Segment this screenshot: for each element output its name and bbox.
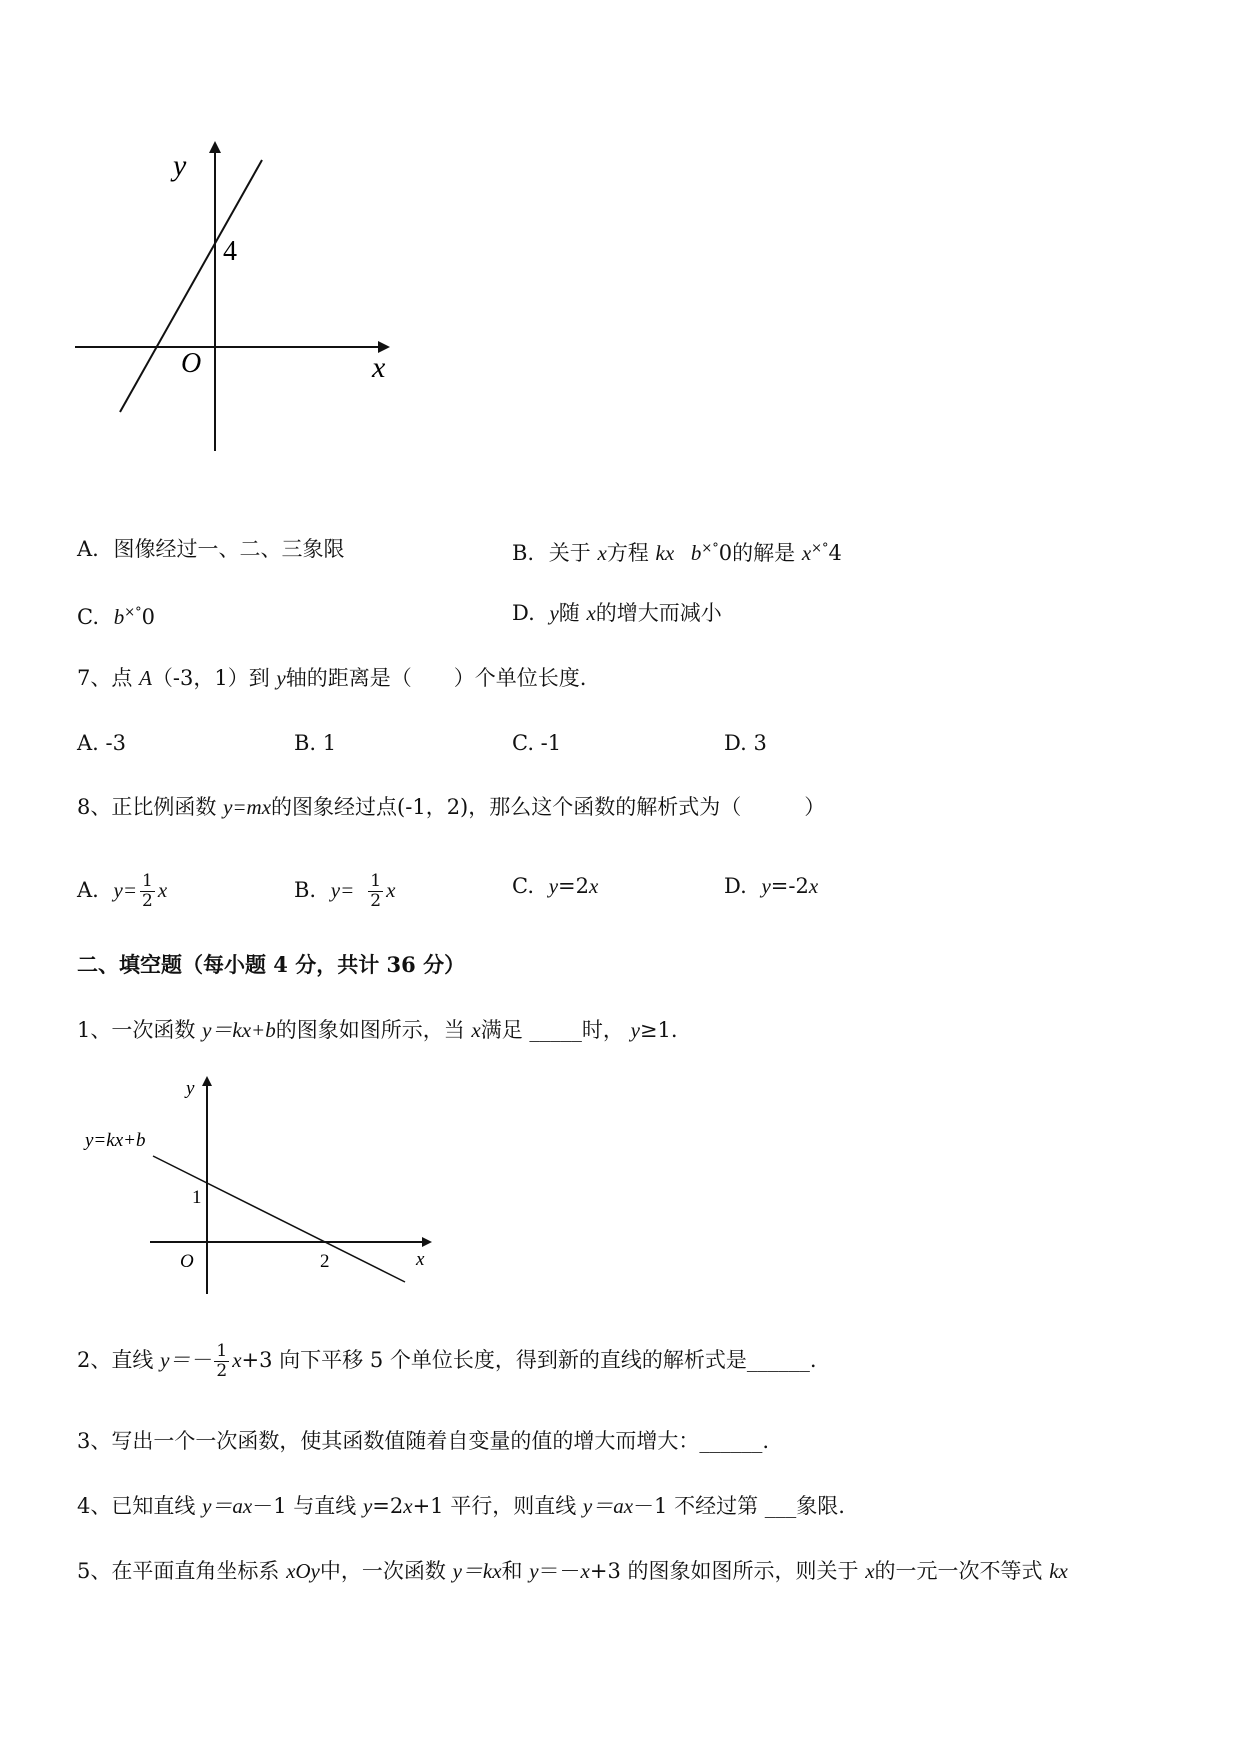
origin-label: O — [181, 348, 202, 379]
q6-option-d: D. y随 x的增大而减小 — [512, 601, 722, 625]
fill-5-stem: 5、在平面直角坐标系 xOy中，一次函数 y＝kx和 y＝－x+3 的图象如图所示，则关于 x的一元一次不等式 kx — [77, 1559, 1068, 1583]
q7-option-a: A. -3 — [77, 731, 126, 755]
fraction: $\frac{1}{2}$ — [370, 871, 382, 911]
fraction: $\frac{1}{2}$ — [216, 1341, 228, 1381]
q6-option-a: A. 图像经过一、二、三象限 — [77, 537, 345, 561]
garbled-symbol-icon: ×° — [811, 541, 829, 556]
fill-4-stem: 4、已知直线 y＝ax－1 与直线 y=2x+1 平行，则直线 y＝ax－1 不经过第 ___象限. — [77, 1494, 845, 1518]
q8-stem: 8、正比例函数 y=mx的图象经过点(-1，2)，那么这个函数的解析式为（ ） — [77, 795, 826, 819]
q8-option-b: B. y= $\frac{1}{2}$ x — [294, 871, 396, 911]
x-axis-label: x — [416, 1249, 425, 1270]
q7-option-b: B. 1 — [294, 731, 337, 755]
x-tick-label: 2 — [320, 1251, 330, 1272]
q7-stem: 7、点 A（-3，1）到 y轴的距离是（ ）个单位长度. — [77, 666, 587, 690]
fill-1-stem: 1、一次函数 y＝kx+b的图象如图所示，当 x满足 _____时， y≥1. — [77, 1018, 678, 1042]
q6-option-b: B. 关于 x方程 kx b×°0的解是 x×°4 — [512, 541, 842, 565]
q8-option-a: A. y= $\frac{1}{2}$ x — [77, 871, 168, 911]
x-axis-label: x — [372, 351, 386, 384]
section-2-title: 二、填空题（每小题 4 分，共计 36 分） — [77, 952, 466, 977]
garbled-symbol-icon: ×° — [701, 541, 719, 556]
q7-option-d: D. 3 — [724, 731, 767, 755]
y-axis-label: y — [173, 149, 187, 182]
fill-2-stem: 2、直线 y＝－ $\frac{1}{2}$ x+3 向下平移 5 个单位长度，得到新的直线的解析式是______. — [77, 1341, 817, 1381]
q8-option-c: C. y=2x — [512, 874, 599, 898]
y-tick-label: 1 — [192, 1187, 202, 1208]
line-label: y=kx+b — [85, 1130, 146, 1151]
q7-option-c: C. -1 — [512, 731, 562, 755]
q6-option-c: C. b×°0 — [77, 605, 155, 629]
fraction: $\frac{1}{2}$ — [142, 871, 153, 911]
garbled-symbol-icon: ×° — [124, 605, 142, 620]
intercept-label: 4 — [223, 236, 237, 267]
q8-option-d: D. y=-2x — [724, 874, 819, 898]
origin-label: O — [180, 1251, 194, 1272]
fill-3-stem: 3、写出一个一次函数，使其函数值随着自变量的值的增大而增大：______. — [77, 1429, 770, 1453]
graph-1 — [70, 135, 400, 460]
y-axis-label: y — [186, 1078, 195, 1099]
graph-2 — [80, 1072, 440, 1312]
